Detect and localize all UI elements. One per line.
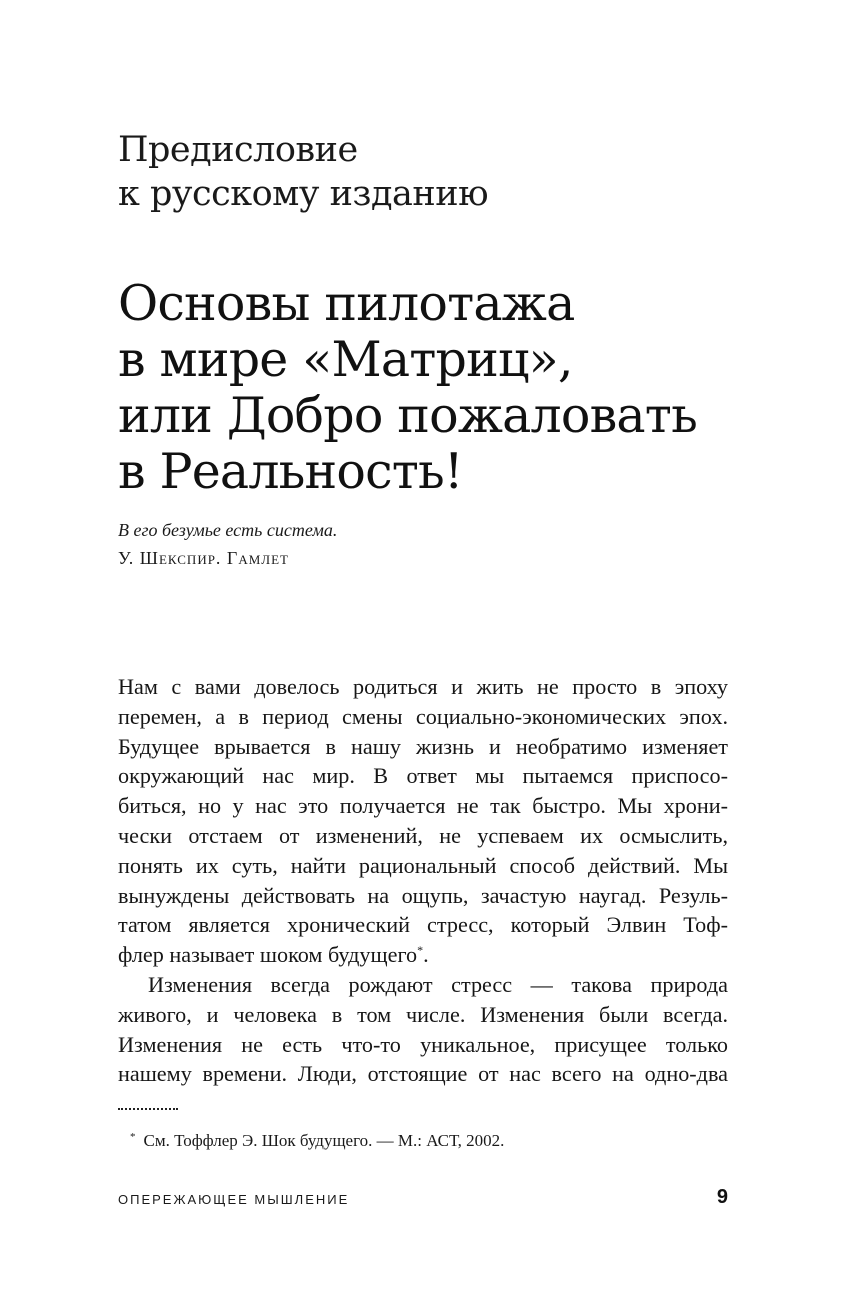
- footnote-text: См. Тоффлер Э. Шок будущего. — М.: АСТ, 2002.: [143, 1131, 505, 1150]
- body-line: Изменения всегда рождают стресс — такова природа: [148, 971, 728, 997]
- body-line: Изменения не есть что-то уникальное, присущее только: [118, 1031, 728, 1057]
- section-label-line: Предисловие: [118, 130, 358, 170]
- chapter-title-line: или Добро пожаловать: [118, 387, 697, 444]
- body-line: вынуждены действовать на ощупь, зачастую наугад. Резуль-: [118, 882, 728, 908]
- body-line: чески отстаем от изменений, не успеваем их осмыслить,: [118, 822, 728, 848]
- body-line: понять их суть, найти рациональный способ действий. Мы: [118, 852, 728, 878]
- body-line: перемен, а в период смены социально-экономических эпох.: [118, 703, 728, 729]
- sentence-end: .: [423, 942, 429, 968]
- body-line: живого, и человека в том числе. Изменения были всегда.: [118, 1001, 728, 1027]
- body-line: окружающий нас мир. В ответ мы пытаемся приспосо-: [118, 763, 728, 789]
- body-line: татом является хронический стресс, который Элвин Тоф-: [118, 912, 728, 938]
- chapter-title-line: в мире «Матриц»,: [118, 331, 573, 388]
- section-label-line: к русскому изданию: [118, 174, 489, 214]
- body-line: биться, но у нас это получается не так быстро. Мы хрони-: [118, 793, 728, 819]
- page-number: 9: [716, 1186, 728, 1208]
- chapter-title-line: в Реальность!: [118, 443, 463, 500]
- section-label: [118, 128, 758, 216]
- body-text: [118, 672, 728, 1089]
- body-line-last: [118, 940, 728, 970]
- footnote-reference[interactable]: *: [417, 943, 424, 958]
- body-line-text: флер называет шоком будущего: [118, 942, 418, 968]
- footnote: [130, 1126, 504, 1152]
- chapter-title-line: Основы пилотажа: [118, 275, 575, 332]
- body-line: Будущее врывается в нашу жизнь и необратимо изменяет: [118, 733, 728, 759]
- footnote-marker: *: [130, 1131, 136, 1143]
- body-line: Нам с вами довелось родиться и жить не просто в эпоху: [118, 674, 728, 699]
- running-footer-title: ОПЕРЕЖАЮЩЕЕ МЫШЛЕНИЕ: [118, 1192, 350, 1207]
- footnote-divider: [118, 1108, 178, 1110]
- body-line: нашему времени. Люди, отстоящие от нас всего на одно-два: [118, 1061, 728, 1087]
- chapter-title: [118, 276, 818, 500]
- epigraph-source: У. Шекспир. Гамлет: [118, 548, 289, 568]
- epigraph-quote: В его безумье есть система.: [118, 520, 338, 540]
